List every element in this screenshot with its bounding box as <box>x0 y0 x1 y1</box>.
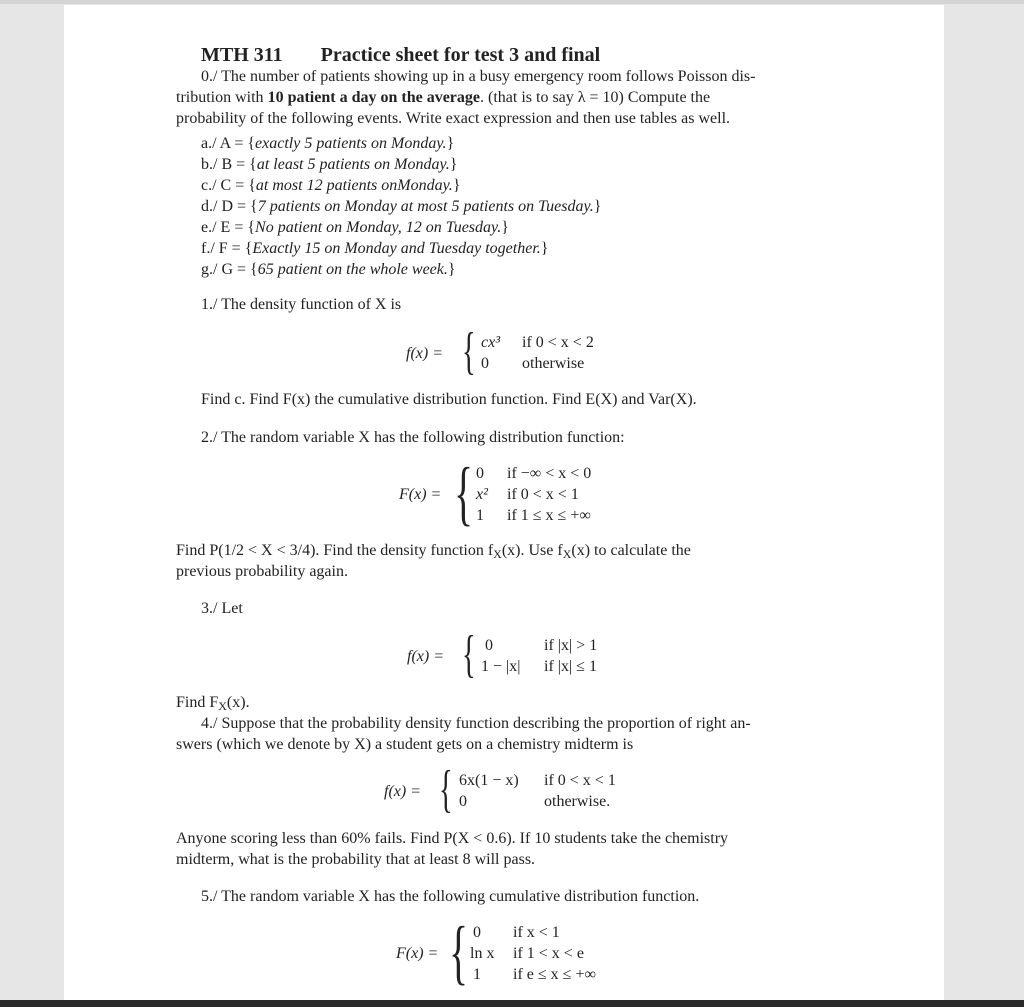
document-page <box>64 5 944 1000</box>
problem-5-brace: { <box>449 912 469 992</box>
problem-3-lhs: f(x) = <box>407 648 444 665</box>
event-d: d./ D = {7 patients on Monday at most 5 patients on Tuesday.} <box>201 198 602 215</box>
problem-4-line-2: swers (which we denote by X) a student gets on a chemistry midterm is <box>176 736 634 753</box>
problem-2-question-line-1: Find P(1/2 < X < 3/4). Find the density function $f_X(x)$. Use $f_X(x)$ to calculate the <box>176 542 691 561</box>
title-course: MTH 311 <box>201 44 283 66</box>
problem-1-case-2-cond: otherwise <box>522 355 585 372</box>
page-title <box>201 43 600 67</box>
problem-2-brace: { <box>454 453 474 533</box>
problem-1-lhs: f(x) = <box>406 345 443 362</box>
average-highlight: 10 patient a day on the average <box>267 89 480 106</box>
problem-2-question-line-2: previous probability again. <box>176 563 348 580</box>
problem-4-line-1: 4./ Suppose that the probability density function describing the proportion of right an- <box>201 715 751 732</box>
problem-3-case-1-expr: 0 <box>485 637 493 654</box>
problem-5-intro: 5./ The random variable X has the following cumulative distribution function. <box>201 888 700 905</box>
title-main: Practice sheet for test 3 and final <box>320 44 601 66</box>
problem-5-case-3-expr: 1 <box>473 966 481 983</box>
problem-5-case-1-expr: 0 <box>473 924 481 941</box>
problem-3-question: Find $F_X(x)$. <box>176 694 250 713</box>
problem-4-lhs: f(x) = <box>384 783 421 800</box>
problem-5-lhs: F(x) = <box>396 945 439 962</box>
problem-2-case-3-expr: 1 <box>476 507 484 524</box>
problem-1-case-1-expr: cx³ <box>481 334 500 351</box>
problem-5-case-2-expr: ln x <box>470 945 495 962</box>
problem-5-case-3-cond: if e ≤ x ≤ +∞ <box>513 966 596 983</box>
problem-1-case-2-expr: 0 <box>481 355 489 372</box>
problem-2-case-2-expr: x² <box>476 486 488 503</box>
problem-4-question-line-1: Anyone scoring less than 60% fails. Find P(X < 0.6). If 10 students take the chemistry <box>176 830 729 847</box>
problem-1-case-1-cond: if 0 < x < 2 <box>522 334 594 351</box>
problem-4-case-2-cond: otherwise. <box>544 793 611 810</box>
problem-4-case-1-expr: 6x(1 − x) <box>459 772 519 789</box>
problem-3-case-2-cond: if |x| ≤ 1 <box>544 658 597 675</box>
problem-2-case-1-cond: if −∞ < x < 0 <box>507 465 592 482</box>
problem-4-case-1-cond: if 0 < x < 1 <box>544 772 616 789</box>
problem-1-question: Find c. Find F(x) the cumulative distribution function. Find E(X) and Var(X). <box>201 391 697 408</box>
problem-3-case-1-cond: if |x| > 1 <box>544 637 598 654</box>
event-a: a./ A = {exactly 5 patients on Monday.} <box>201 135 455 152</box>
problem-2-intro: 2./ The random variable X has the following distribution function: <box>201 429 625 446</box>
problem-4-brace: { <box>439 761 453 818</box>
problem-2-case-2-cond: if 0 < x < 1 <box>507 486 579 503</box>
bottom-scroll-bar <box>0 1000 1024 1007</box>
event-b: b./ B = {at least 5 patients on Monday.} <box>201 156 458 173</box>
problem-2-case-1-expr: 0 <box>476 465 484 482</box>
event-g: g./ G = {65 patient on the whole week.} <box>201 261 456 278</box>
event-f: f./ F = {Exactly 15 on Monday and Tuesday together.} <box>201 240 549 257</box>
event-c: c./ C = {at most 12 patients onMonday.} <box>201 177 461 194</box>
problem-5-case-1-cond: if x < 1 <box>513 924 560 941</box>
problem-3-case-2-expr: 1 − |x| <box>481 658 521 675</box>
event-e: e./ E = {No patient on Monday, 12 on Tuesday.} <box>201 219 509 236</box>
problem-0-line-2: tribution with 10 patient a day on the average. (that is to say λ = 10) Compute the <box>176 89 711 106</box>
problem-3-intro: 3./ Let <box>201 600 243 617</box>
problem-1-intro: 1./ The density function of X is <box>201 296 402 313</box>
problem-1-brace: { <box>462 323 476 380</box>
problem-3-brace: { <box>462 626 476 683</box>
problem-0-line-1: 0./ The number of patients showing up in a busy emergency room follows Poisson dis- <box>201 68 756 85</box>
problem-4-case-2-expr: 0 <box>459 793 467 810</box>
top-border <box>0 0 1024 4</box>
problem-2-lhs: F(x) = <box>399 486 442 503</box>
problem-4-question-line-2: midterm, what is the probability that at least 8 will pass. <box>176 851 536 868</box>
problem-2-case-3-cond: if 1 ≤ x ≤ +∞ <box>507 507 591 524</box>
problem-0-line-3: probability of the following events. Write exact expression and then use tables as well. <box>176 110 731 127</box>
problem-5-case-2-cond: if 1 < x < e <box>513 945 584 962</box>
